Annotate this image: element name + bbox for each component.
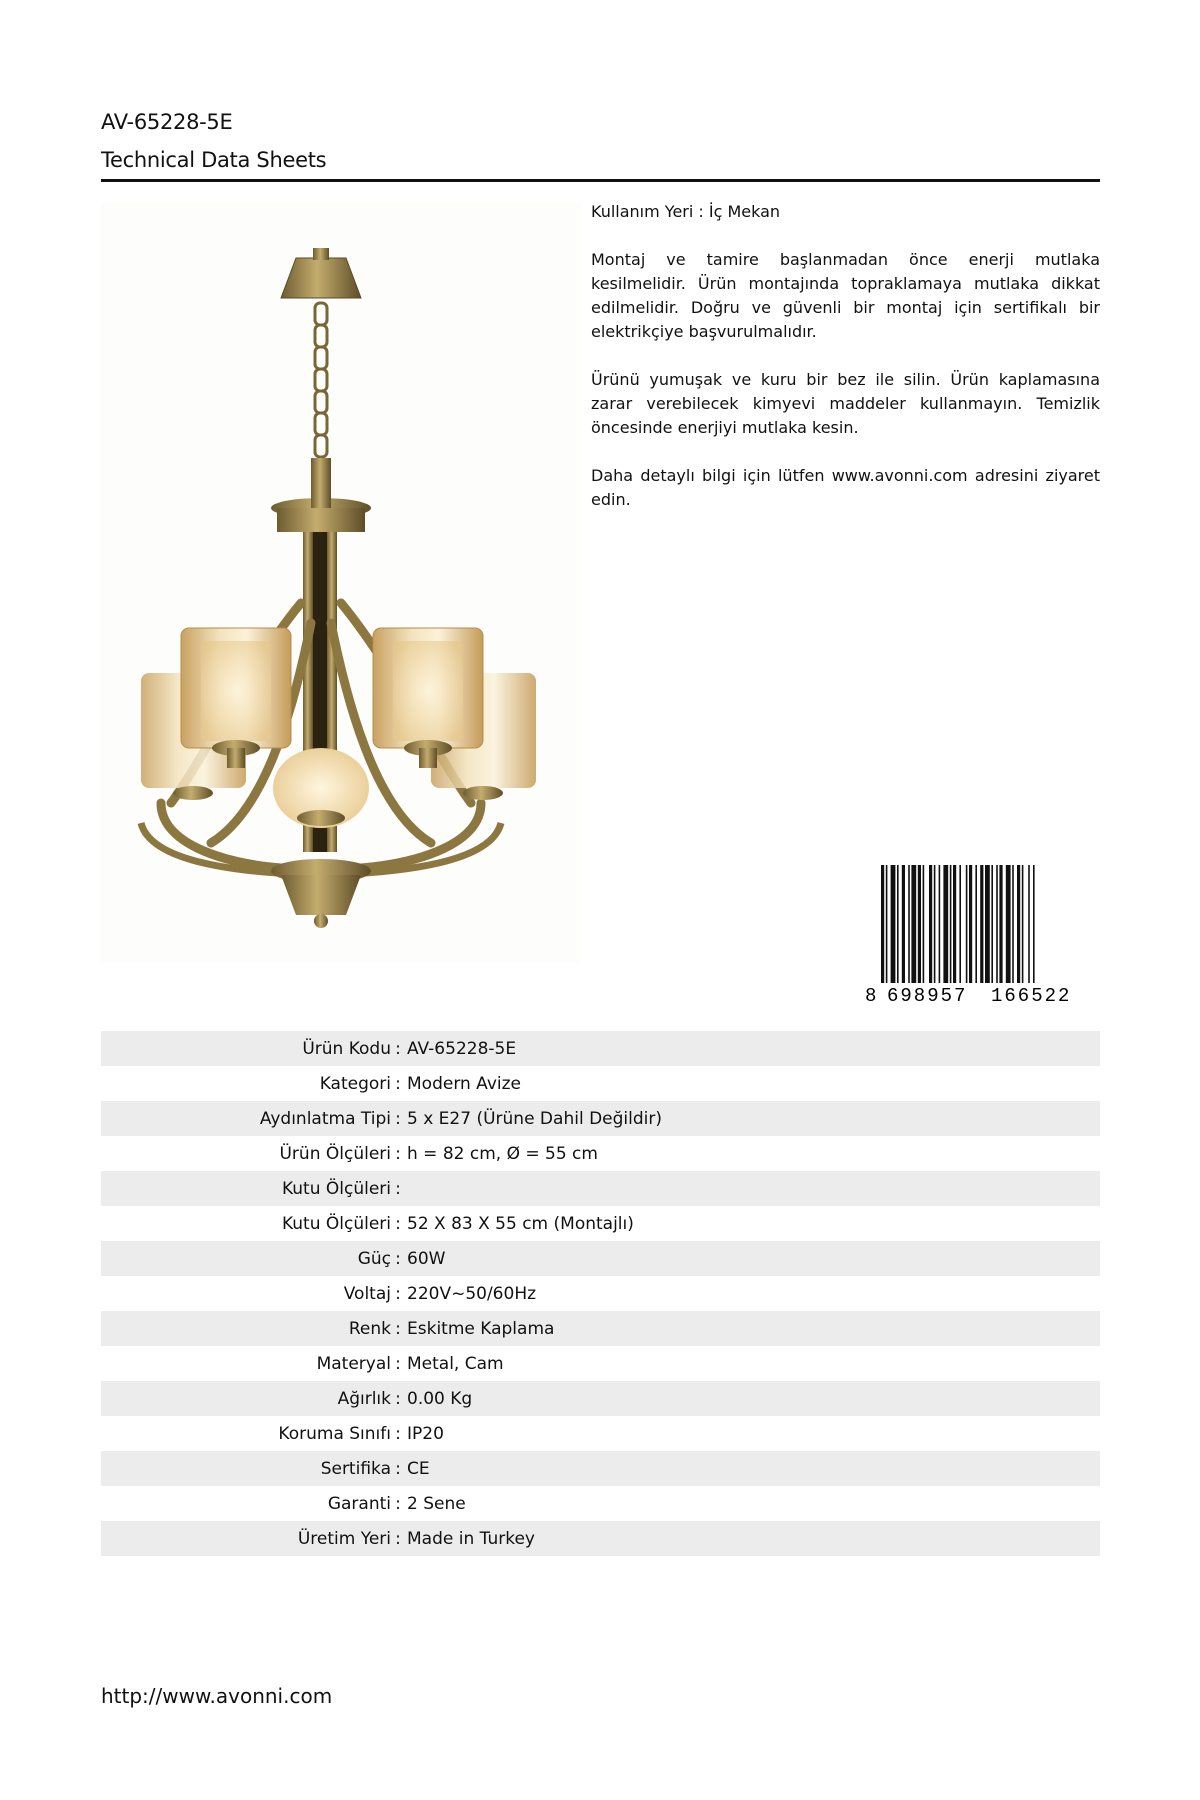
spec-row <box>101 1171 1100 1206</box>
barcode-bar <box>985 865 990 983</box>
spec-separator: : <box>395 1213 401 1234</box>
spec-label: Koruma Sınıfı <box>278 1423 391 1444</box>
barcode-bar <box>950 865 952 983</box>
spec-value: Modern Avize <box>407 1073 521 1094</box>
spec-row <box>101 1416 1100 1451</box>
spec-row <box>101 1066 1100 1101</box>
spec-separator: : <box>395 1283 401 1304</box>
spec-value: h = 82 cm, Ø = 55 cm <box>407 1143 598 1164</box>
barcode-bar <box>902 865 905 983</box>
spec-row <box>101 1276 1100 1311</box>
barcode-bar <box>966 865 968 983</box>
spec-value: 220V~50/60Hz <box>407 1283 537 1304</box>
spec-separator: : <box>395 1458 401 1479</box>
spec-value: 5 x E27 (Ürüne Dahil Değildir) <box>407 1108 662 1129</box>
spec-separator: : <box>395 1038 401 1059</box>
barcode-bar <box>1022 865 1024 983</box>
spec-separator: : <box>395 1073 401 1094</box>
barcode-bar <box>911 865 916 983</box>
spec-label: Ürün Kodu <box>302 1038 391 1059</box>
spec-row <box>101 1521 1100 1556</box>
spec-label: Renk <box>348 1318 391 1339</box>
barcode-bar <box>999 865 1002 983</box>
spec-label: Kutu Ölçüleri <box>281 1213 391 1234</box>
product-image <box>101 203 581 963</box>
spec-value: 60W <box>407 1248 446 1269</box>
barcode-bar <box>891 865 896 983</box>
spec-row <box>101 1311 1100 1346</box>
barcode-bar <box>991 865 993 983</box>
datasheet-page <box>101 0 1100 1800</box>
spec-value: 0.00 Kg <box>407 1388 473 1409</box>
barcode-bar <box>975 865 977 983</box>
spec-label: Garanti <box>327 1493 391 1514</box>
usage-location: Kullanım Yeri : İç Mekan <box>591 202 781 221</box>
barcode-bar <box>996 865 998 983</box>
spec-label: Voltaj <box>343 1283 391 1304</box>
spec-row <box>101 1136 1100 1171</box>
barcode-bar <box>908 865 910 983</box>
barcode-bar <box>969 865 972 983</box>
spec-label: Kutu Ölçüleri <box>281 1178 391 1199</box>
barcode-bar <box>980 865 983 983</box>
barcode-bar <box>1033 865 1035 983</box>
spec-value: IP20 <box>407 1423 444 1444</box>
barcode-bar <box>897 865 899 983</box>
spec-value: 2 Sene <box>407 1493 466 1514</box>
barcode-first-digit: 8 <box>865 985 877 1005</box>
spec-label: Güç <box>357 1248 391 1269</box>
barcode-bar <box>1017 865 1020 983</box>
spec-value: CE <box>407 1458 430 1479</box>
spec-value: 52 X 83 X 55 cm (Montajlı) <box>407 1213 634 1234</box>
barcode-bars <box>863 865 1100 1005</box>
barcode-left-digits: 698957 <box>887 985 968 1005</box>
spec-separator: : <box>395 1108 401 1129</box>
barcode-bar <box>959 865 961 983</box>
spec-value: Eskitme Kaplama <box>407 1318 555 1339</box>
product-info <box>591 200 1100 536</box>
barcode-bar <box>929 865 932 983</box>
spec-value: Metal, Cam <box>407 1353 504 1374</box>
spec-label: Materyal <box>316 1353 391 1374</box>
spec-separator: : <box>395 1353 401 1374</box>
spec-separator: : <box>395 1143 401 1164</box>
spec-row <box>101 1206 1100 1241</box>
spec-label: Sertifika <box>320 1458 391 1479</box>
barcode-bar <box>1028 865 1030 983</box>
spec-row <box>101 1241 1100 1276</box>
specifications-table <box>101 1031 1100 1556</box>
barcode-bar <box>934 865 936 983</box>
spec-row <box>101 1451 1100 1486</box>
barcode-bar <box>881 865 884 983</box>
spec-separator: : <box>395 1248 401 1269</box>
more-info-note: Daha detaylı bilgi için lütfen www.avonni.com adresini ziyaret edin. <box>591 466 1100 509</box>
barcode-bar <box>1012 865 1014 983</box>
spec-row <box>101 1101 1100 1136</box>
barcode-right-digits: 166522 <box>991 985 1072 1005</box>
spec-separator: : <box>395 1493 401 1514</box>
barcode-bar <box>886 865 888 983</box>
barcode <box>863 865 1100 1005</box>
barcode-bar <box>943 865 948 983</box>
cleaning-note: Ürünü yumuşak ve kuru bir bez ile silin. Ürün kaplamasına zarar verebilecek kimyevi maddeler kullanmayın. Temizlik öncesinde enerjiyi mutlaka kesin. <box>591 370 1100 437</box>
spec-label: Ürün Ölçüleri <box>279 1143 391 1164</box>
spec-row <box>101 1381 1100 1416</box>
chandelier-illustration <box>101 203 581 963</box>
product-code-title: AV-65228-5E <box>101 110 233 134</box>
spec-label: Kategori <box>319 1073 391 1094</box>
footer-url: http://www.avonni.com <box>101 1684 333 1708</box>
spec-separator: : <box>395 1528 401 1549</box>
spec-row <box>101 1031 1100 1066</box>
spec-label: Üretim Yeri <box>297 1528 391 1549</box>
spec-row <box>101 1346 1100 1381</box>
document-subtitle: Technical Data Sheets <box>101 148 327 172</box>
header-divider <box>101 179 1100 182</box>
barcode-bar <box>918 865 921 983</box>
spec-row <box>101 1486 1100 1521</box>
spec-label: Ağırlık <box>337 1388 391 1409</box>
spec-value: AV-65228-5E <box>407 1038 517 1059</box>
barcode-bar <box>923 865 925 983</box>
spec-separator: : <box>395 1423 401 1444</box>
spec-separator: : <box>395 1388 401 1409</box>
spec-label: Aydınlatma Tipi <box>259 1108 391 1129</box>
spec-value: Made in Turkey <box>407 1528 535 1549</box>
barcode-bar <box>1006 865 1011 983</box>
spec-separator: : <box>395 1318 401 1339</box>
barcode-bar <box>953 865 956 983</box>
safety-note: Montaj ve tamire başlanmadan önce enerji mutlaka kesilmelidir. Ürün montajında topraklamaya mutlaka dikkat edilmelidir. Doğru ve güvenli bir montaj için sertifikalı bir elektrikçiye başvurulmalıdır. <box>591 250 1100 341</box>
spec-separator: : <box>395 1178 401 1199</box>
barcode-bar <box>939 865 941 983</box>
